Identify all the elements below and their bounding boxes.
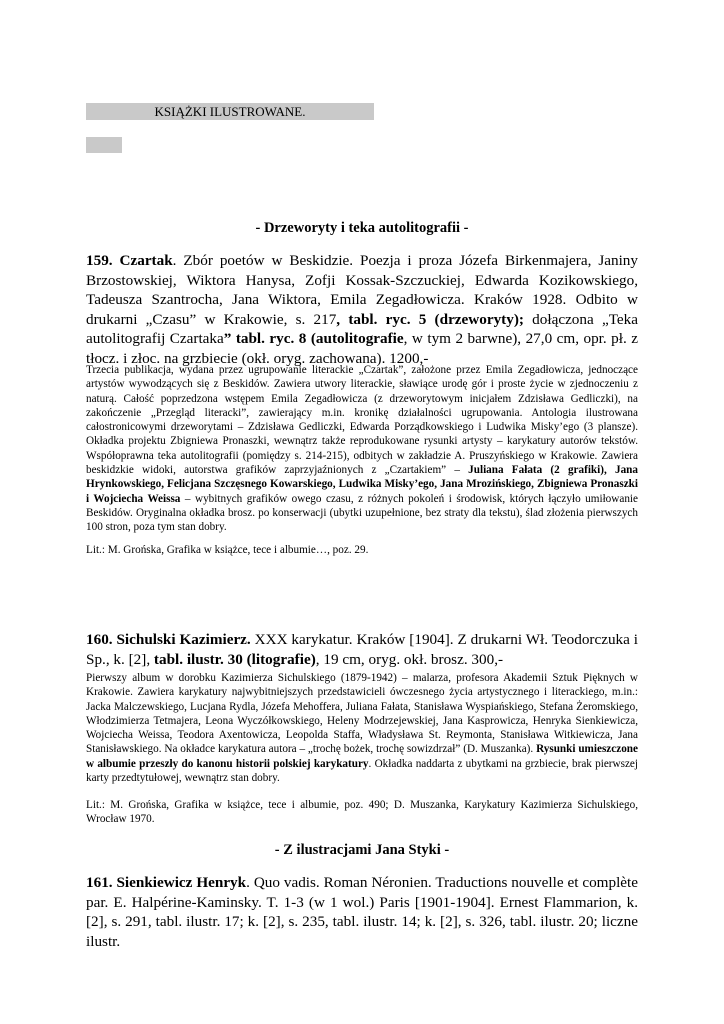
entry-159-number: 159. Czartak — [86, 252, 173, 269]
page-header — [86, 103, 374, 120]
entry-160-literature: Lit.: M. Grońska, Grafika w książce, tece i albumie, poz. 490; D. Muszanka, Karykatury Kazimierza Sichulskiego, Wrocław 1970. — [86, 799, 638, 826]
entry-159-description: Trzecia publikacja, wydana przez ugrupowanie literackie „Czartak”, założone przez Emila Zegadłowicza, jednoczące artystów wywodzących się z Beskidów. Zawiera utwory literackie, sławiące urodę gór i proste życie w zjednoczeniu z naturą. Całość poprzedzona wstępem Emila Zegadłowicza (z drzeworytowym inicjałem Zdzisława Gedliczki), na zakończenie „Przegląd literacki”, zawierający m.in. kronikę działalności ugrupowania. Antologia ilustrowana całostronicowymi drzeworytami – Zdzisława Gedliczki, Edwarda Porządkowskiego i Ludwika Misky’ego (3 plansze). Okładka projektu Zbigniewa Pronaszki, wewnątrz także reprodukowane rysunki artysty – karykatury autorów tekstów. Współoprawna teka autolitografii (pomiędzy s. 214-215), odbitych w zakładzie A. Pruszyńskiego w Krakowie. Zawiera beskidzkie widoki, autorstwa grafików zaprzyjaźnionych z „Czartakiem” – Juliana Fałata (2 grafiki), Jana Hrynkowskiego, Felicjana Szczęsnego Kowarskiego, Ludwika Misky’ego, Jana Mrozińskiego, Zbigniewa Pronaszki i Wojciecha Weissa – wybitnych grafików owego czasu, z różnych pokoleń i środowisk, których łączyło umiłowanie Beskidów. Oryginalna okładka brosz. po konserwacji (ubytki uzupełnione, bez straty dla tekstu), ślad złożenia pierwszych 100 stron, poza tym stan dobry. — [86, 364, 638, 534]
entry-161-number: 161. Sienkiewicz Henryk — [86, 874, 247, 891]
entry-159-header: 159. Czartak. Zbór poetów w Beskidzie. Poezja i proza Józefa Birkenmajera, Janiny Brzostowskiej, Wiktora Hanysa, Zofji Kossak-Szczuckiej, Edwarda Kozikowskiego, Tadeusza Szantrocha, Jana Wiktora, Emila Zegadłowicza. Kraków 1928. Odbito w drukarni „Czasu” w Krakowie, s. 217, tabl. ryc. 5 (drzeworyty); dołączona „Teka autolitografij Czartaka” tabl. ryc. 8 (autolitografie, w tym 2 barwne), 27,0 cm, opr. pł. z tłocz. i złoc. na grzbiecie (okł. oryg. zachowana). 1200,- — [86, 252, 638, 367]
entry-160-number: 160. Sichulski Kazimierz. — [86, 631, 251, 648]
entry-160-description: Pierwszy album w dorobku Kazimierza Sichulskiego (1879-1942) – malarza, profesora Akademii Sztuk Pięknych w Krakowie. Zawiera karykatury najwybitniejszych przedstawicieli ówczesnego życia artystycznego i literackiego, m.in.: Jacka Malczewskiego, Lucjana Rydla, Józefa Mehoffera, Juliana Fałata, Stanisława Wyspiańskiego, Stefana Żeromskiego, Włodzimierza Tetmajera, Leona Wyczółkowskiego, Heleny Modrzejewskiej, Jana Kasprowicza, Henryka Sienkiewicza, Wojciecha Weissa, Teodora Axentowicza, Leopolda Staffa, Władysława St. Reymonta, Stanisława Witkiewicza, Jana Stanisławskiego. Na okładce karykatura autora – „trochę bożek, trochę sowizdrzał” (D. Muszanka). Rysunki umieszczone w albumie przeszły do kanonu historii polskiej karykatury. Okładka naddarta z ubytkami na grzbiecie, brak pierwszej karty przedtytułowej, wewnątrz stan dobry. — [86, 672, 638, 785]
page-header-title: KSIĄŻKI ILUSTROWANE. — [154, 104, 306, 119]
section-title-styka: - Z ilustracjami Jana Styki - — [274, 842, 450, 858]
section-title-drzeworyty: - Drzeworyty i teka autolitografii - — [255, 220, 469, 236]
entry-161-header: 161. Sienkiewicz Henryk. Quo vadis. Roman Néronien. Traductions nouvelle et complète par. E. Halpérine-Kaminsky. T. 1-3 (w 1 wol.) Paris [1901-1904]. Ernest Flammarion, k. [2], s. 291, tabl. ilustr. 17; k. [2], s. 235, tabl. ilustr. 14; k. [2], s. 326, tabl. ilustr. 20; liczne ilustr. — [86, 874, 638, 950]
entry-160-header: 160. Sichulski Kazimierz. XXX karykatur. Kraków [1904]. Z drukarni Wł. Teodorczuka i Sp., k. [2], tabl. ilustr. 30 (litografie), 19 cm, oryg. okł. brosz. 300,- — [86, 631, 639, 668]
header-marker — [86, 137, 122, 153]
entry-159-literature: Lit.: M. Grońska, Grafika w książce, tece i albumie…, poz. 29. — [86, 544, 369, 556]
